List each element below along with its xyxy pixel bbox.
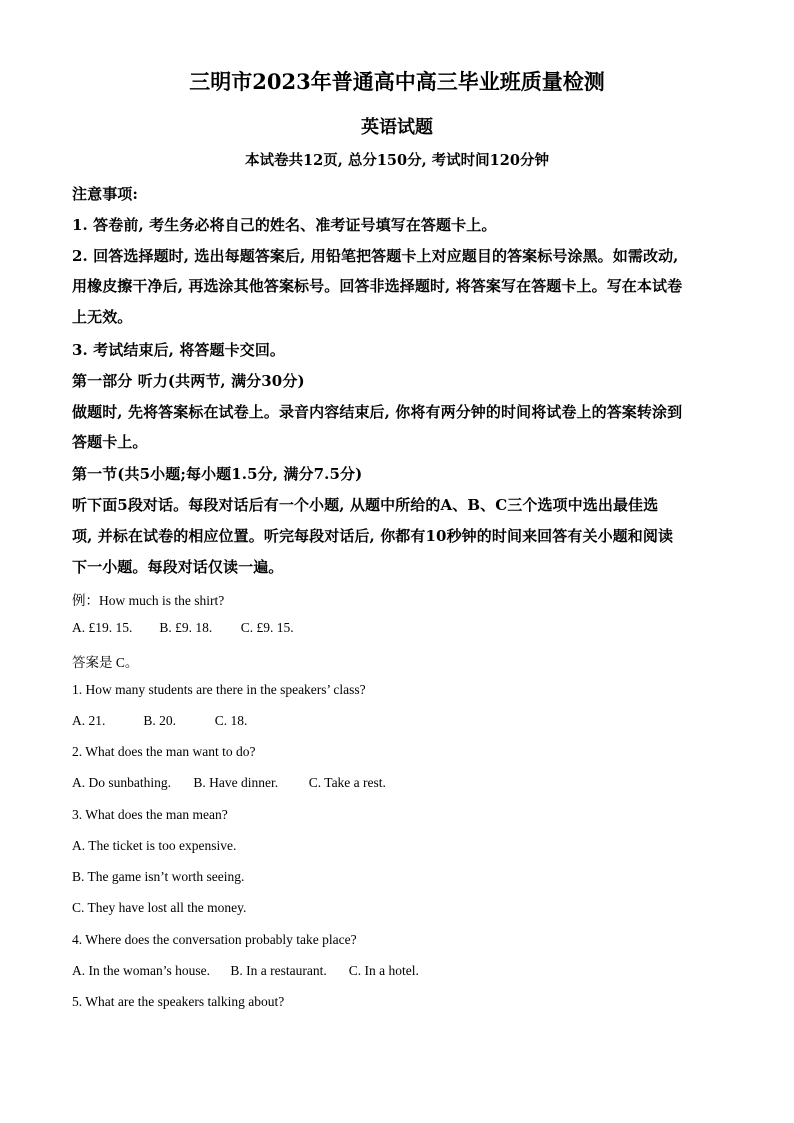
example-options (72, 620, 294, 636)
question-1-option-b: B. 20. (143, 713, 177, 728)
question-1-option-c: C. 18. (214, 713, 248, 728)
question-4: 4. Where does the conversation probably take place? (72, 932, 357, 947)
question-1-options (72, 713, 247, 729)
exam-title: 三明市2023年普通高中高三毕业班质量检测 (189, 69, 605, 94)
question-4-option-c: C. In a hotel. (348, 963, 419, 978)
notice-item-2-line-3: 上无效。 (72, 308, 133, 326)
part1-desc-line-2: 答题卡上。 (72, 433, 148, 451)
question-2-options (72, 775, 386, 791)
question-3-option-a: A. The ticket is too expensive. (72, 838, 237, 853)
exam-subject: 英语试题 (361, 117, 433, 138)
example-option-a: A. £19. 15. (72, 620, 133, 635)
section1-desc-line-2: 项, 并标在试卷的相应位置。听完每段对话后, 你都有10秒钟的时间来回答有关小题和阅读 (72, 527, 674, 545)
part1-heading: 第一部分 听力(共两节, 满分30分) (72, 372, 305, 390)
question-1-option-a: A. 21. (72, 713, 106, 728)
section1-desc-line-3: 下一小题。每段对话仅读一遍。 (72, 558, 284, 576)
example-option-b: B. £9. 18. (159, 620, 213, 635)
example-option-c: C. £9. 15. (240, 620, 294, 635)
example-answer: 答案是 C。 (72, 655, 139, 670)
section1-heading: 第一节(共5小题;每小题1.5分, 满分7.5分) (72, 465, 363, 483)
question-1: 1. How many students are there in the speakers’ class? (72, 682, 366, 697)
question-2: 2. What does the man want to do? (72, 744, 256, 759)
question-3-option-b: B. The game isn’t worth seeing. (72, 869, 245, 884)
example-question: 例：How much is the shirt? (72, 593, 225, 608)
notice-item-2-line-2: 用橡皮擦干净后, 再选涂其他答案标号。回答非选择题时, 将答案写在答题卡上。写在本试卷 (72, 277, 683, 295)
question-2-option-c: C. Take a rest. (308, 775, 386, 790)
part1-desc-line-1: 做题时, 先将答案标在试卷上。录音内容结束后, 你将有两分钟的时间将试卷上的答案转涂到 (72, 403, 683, 421)
question-2-option-b: B. Have dinner. (193, 775, 279, 790)
question-4-option-a: A. In the woman’s house. (72, 963, 210, 978)
notice-item-2-line-1: 2. 回答选择题时, 选出每题答案后, 用铅笔把答题卡上对应题目的答案标号涂黑。如需改动, (72, 247, 679, 265)
notice-item-1: 1. 答卷前, 考生务必将自己的姓名、准考证号填写在答题卡上。 (72, 216, 497, 234)
question-4-options (72, 963, 419, 979)
question-3: 3. What does the man mean? (72, 807, 228, 822)
question-4-option-b: B. In a restaurant. (230, 963, 327, 978)
question-3-option-c: C. They have lost all the money. (72, 900, 247, 915)
notice-item-3: 3. 考试结束后, 将答题卡交回。 (72, 341, 286, 359)
question-5: 5. What are the speakers talking about? (72, 994, 285, 1009)
notice-heading: 注意事项: (72, 185, 139, 203)
section1-desc-line-1: 听下面5段对话。每段对话后有一个小题, 从题中所给的A、B、C三个选项中选出最佳选 (72, 496, 659, 514)
exam-info: 本试卷共12页, 总分150分, 考试时间120分钟 (245, 152, 549, 169)
question-2-option-a: A. Do sunbathing. (72, 775, 171, 790)
